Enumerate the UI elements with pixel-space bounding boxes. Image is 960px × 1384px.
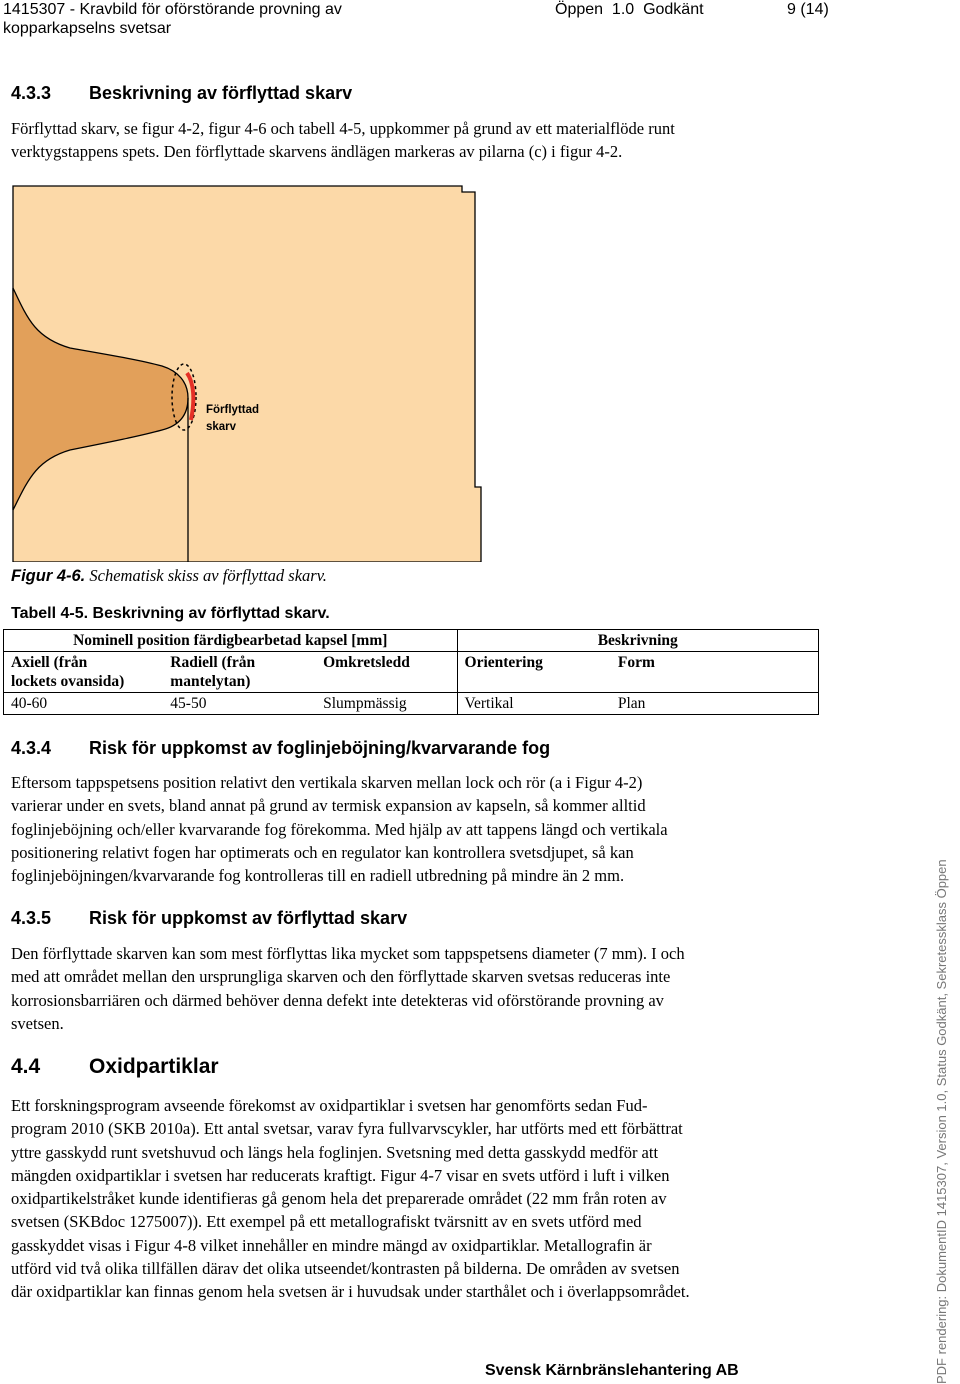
figure-caption-text: Schematisk skiss av förflyttad skarv. [85, 566, 327, 585]
table-group-position: Nominell position färdigbearbetad kapsel [mm] [4, 630, 458, 652]
paragraph-line: med att området mellan den ursprungliga skarven och den förflyttade skarven svetsas reduceras inte [11, 967, 671, 987]
paragraph-line: program 2010 (SKB 2010a). Ett antal svetsar, varav fyra fullvarvscykler, har utförts med ett förbättrat [11, 1119, 683, 1139]
paragraph-line: korrosionsbarriären och därmed behöver denna defekt inte detekteras vid oförstörande provning av [11, 990, 664, 1010]
table-caption: Tabell 4-5. Beskrivning av förflyttad skarv. [11, 605, 330, 622]
paragraph-line: svetsen (SKBdoc 1275007)). Ett exempel på ett metallografiskt tvärsnitt av en svets utförd med [11, 1212, 642, 1232]
paragraph-line: varierar under en svets, bland annat på grund av termisk expansion av kapseln, så kommer alltid [11, 796, 646, 816]
table-header-axial-line1: Axiell (från [11, 654, 88, 671]
table-header-axial-line2: lockets ovansida) [11, 673, 125, 690]
paragraph-line: verktygstappens spets. Den förflyttade skarvens ändlägen markeras av pilarna (c) i figur 4-2. [11, 142, 623, 162]
section-4-3-4-paragraph [11, 771, 833, 887]
section-4-3-3-paragraph [11, 117, 833, 164]
section-title: Beskrivning av förflyttad skarv [89, 83, 353, 103]
section-heading-4-3-4 [11, 738, 550, 759]
paragraph-line: där oxidpartiklar kan finnas genom hela svetsen är i huvudsak under starthålet och i överlappsområdet. [11, 1282, 690, 1302]
table-header-row [4, 652, 819, 693]
figure-caption [11, 566, 327, 586]
section-4-4-paragraph [11, 1094, 833, 1304]
section-number: 4.3.3 [11, 83, 52, 103]
section-heading-4-4 [11, 1055, 219, 1079]
table-row [4, 693, 819, 715]
table-cell-orientation: Vertikal [457, 693, 611, 715]
paragraph-line: Ett forskningsprogram avseende förekomst av oxidpartiklar i svetsen har genomförts sedan Fud- [11, 1096, 648, 1115]
paragraph-line: foglinjeböjning och/eller kvarvarande fog förekomma. Med hjälp av att tappens längd och vertikala [11, 819, 668, 839]
figure-caption-label: Figur 4-6. [11, 567, 86, 585]
page-number: 9 (14) [787, 1, 829, 18]
paragraph-line: positionering relativt fogen har optimerats och en regulator kan kontrollera svetsdjupet, så kan [11, 842, 634, 862]
document-title [3, 0, 342, 38]
table-header-radial [163, 652, 316, 693]
table-header-radial-line1: Radiell (från [170, 654, 256, 671]
footer-company: Svensk Kärnbränslehantering AB [485, 1362, 739, 1379]
paragraph-line: Förflyttad skarv, se figur 4-2, figur 4-6 och tabell 4-5, uppkommer på grund av ett materialflöde runt [11, 119, 675, 138]
figure-schematic [0, 180, 490, 562]
paragraph-line: oxidpartikelstråket kunde identifieras gå genom hela det preparerade området (22 mm från roten av [11, 1189, 667, 1209]
paragraph-line: mängden oxidpartiklar i svetsen har reducerats kraftigt. Figur 4-7 visar en svets utförd i luft i vilken [11, 1165, 670, 1185]
paragraph-line: Eftersom tappspetsens position relativt den vertikala skarven mellan lock och rör (a i Figur 4-2) [11, 773, 643, 792]
table-header-form: Form [611, 652, 819, 693]
paragraph-line: utförd vid två olika tillfällen därav det olika utseendet/kontrasten på bilderna. De områden av svetsen [11, 1259, 680, 1279]
section-number: 4.3.5 [11, 908, 52, 928]
pdf-rendering-note: PDF rendering: DokumentID 1415307, Version 1.0, Status Godkänt, Sekretessklass Öppen [934, 859, 949, 1384]
document-title-line2: kopparkapselns svetsar [3, 20, 172, 37]
document-status: Öppen 1.0 Godkänt [555, 1, 704, 18]
table-header-axial [4, 652, 164, 693]
figure-label: Förflyttad skarv [206, 404, 260, 433]
defect-table [3, 629, 819, 715]
table-group-header-row [4, 630, 819, 652]
section-number: 4.3.4 [11, 738, 52, 758]
section-title: Risk för uppkomst av foglinjeböjning/kvarvarande fog [89, 738, 551, 758]
paragraph-line: foglinjeböjningen/kvarvarande fog kontrolleras till en radiell utbredning på mindre än 2 mm. [11, 866, 625, 886]
table-cell-circumferential: Slumpmässig [316, 693, 457, 715]
document-title-line1: 1415307 - Kravbild för oförstörande provning av [3, 1, 342, 18]
section-4-3-5-paragraph [11, 942, 833, 1035]
table-header-orientation: Orientering [457, 652, 611, 693]
section-title: Oxidpartiklar [89, 1055, 219, 1078]
section-heading-4-3-5 [11, 908, 407, 929]
paragraph-line: Den förflyttade skarven kan som mest förflyttas lika mycket som tappspetsens diameter (7 mm). I och [11, 944, 685, 963]
table-cell-radial: 45-50 [163, 693, 316, 715]
section-title: Risk för uppkomst av förflyttad skarv [89, 908, 408, 928]
table-header-radial-line2: mantelytan) [170, 673, 251, 690]
section-number: 4.4 [11, 1055, 41, 1078]
table-group-description: Beskrivning [457, 630, 818, 652]
section-heading-4-3-3 [11, 83, 352, 104]
table-cell-axial: 40-60 [4, 693, 164, 715]
paragraph-line: yttre gasskydd runt svetshuvud och längs hela foglinjen. Svetsning med detta gasskydd medför att [11, 1142, 659, 1162]
paragraph-line: svetsen. [11, 1013, 64, 1033]
table-cell-form: Plan [611, 693, 819, 715]
table-header-circumferential: Omkretsledd [316, 652, 457, 693]
paragraph-line: gasskyddet visas i Figur 4-8 vilket innehåller en mindre mängd av oxidpartiklar. Metallografin är [11, 1235, 652, 1255]
